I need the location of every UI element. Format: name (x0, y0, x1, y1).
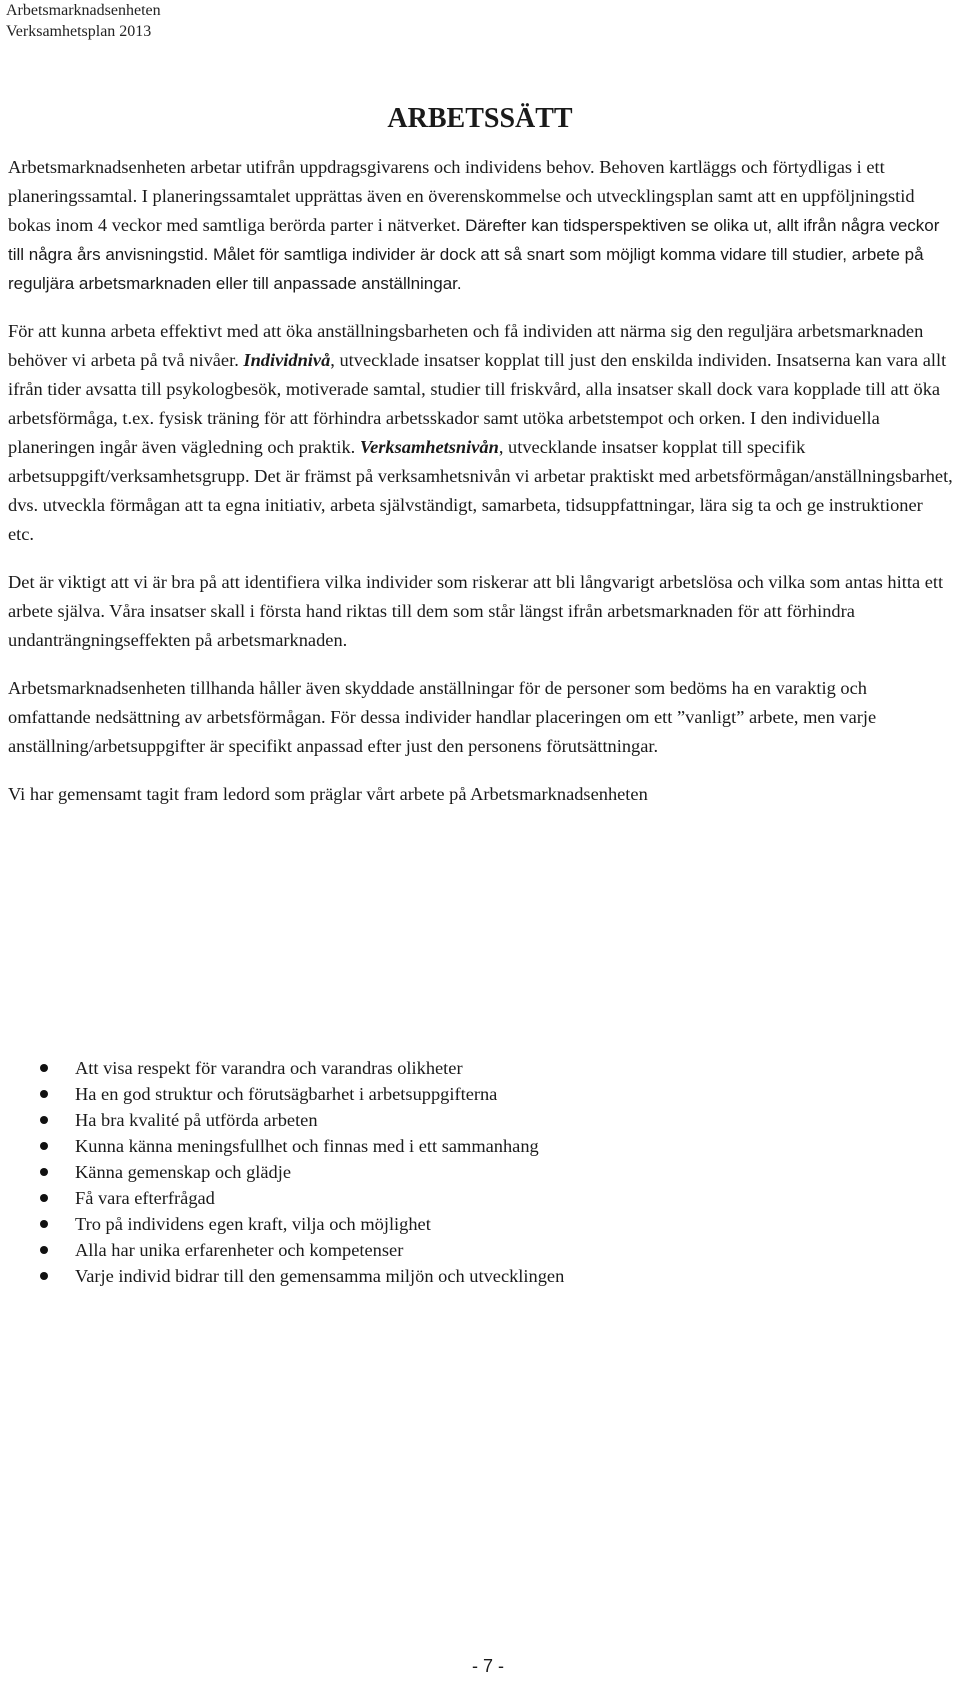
paragraph-levels-part3: , utvecklande insatser kopplat till specifik arbetsuppgift/verksamhetsgrupp. Det är främst på verksamhetsnivån vi arbetar praktiskt med arbetsförmågan/anställningsbarhet, dvs. utveckla förmågan att ta egna initiativ, arbeta självständigt, samarbeta, tidsuppfattningar, lära sig ta och ge instruktioner etc. (8, 437, 953, 544)
paragraph-intro-part2: Därefter kan tidsperspektiven se olika ut, allt ifrån några veckor till några års anvisningstid. Målet för samtliga individer är dock att så snart som möjligt komma vidare till studier, arbete på reguljära arbetsmarknaden eller till anpassade anställningar. (8, 216, 940, 293)
page-header (6, 0, 161, 42)
paragraph-sheltered: Arbetsmarknadsenheten tillhanda håller även skyddade anställningar för de personer som bedöms ha en varaktig och omfattande nedsättning av arbetsförmågan. För dessa individer handlar placeringen om ett ”vanligt” arbete, men varje anställning/arbetsuppgifter är specifikt anpassad efter just den personens förutsättningar. (8, 678, 877, 756)
list-item: Få vara efterfrågad (8, 1185, 953, 1211)
ledord-list (8, 1055, 953, 1289)
paragraph-intro (8, 153, 953, 298)
bullet-icon (40, 1116, 48, 1124)
header-unit: Arbetsmarknadsenheten (6, 2, 161, 19)
list-item: Ha en god struktur och förutsägbarhet i arbetsuppgifterna (8, 1081, 953, 1107)
bullet-icon (40, 1246, 48, 1254)
list-item: Tro på individens egen kraft, vilja och möjlighet (8, 1211, 953, 1237)
term-verksamhetsnivan: Verksamhetsnivån (359, 437, 499, 457)
bullet-icon (40, 1090, 48, 1098)
page-number: - 7 - (471, 1656, 504, 1676)
paragraph-levels-part2: , utvecklade insatser kopplat till just den enskilda individen. Insatserna kan vara allt ifrån tider avsatta till psykologbesök, motiverade samtal, studier till friskvård, alla insatser skall dock vara kopplade till att öka arbetsförmåga, t.ex. fysisk träning för att förhindra arbetsskador samt utöka arbetstempot och orken. I den individuella planeringen ingår även vägledning och praktik. (8, 350, 947, 457)
bullet-icon (40, 1142, 48, 1150)
paragraph-levels-part1: För att kunna arbeta effektivt med att öka anställningsbarheten och få individen att närma sig den reguljära arbetsmarknaden behöver vi arbeta på två nivåer. (8, 321, 924, 370)
header-document: Verksamhetsplan 2013 (6, 23, 152, 40)
bullet-icon (40, 1194, 48, 1202)
paragraph-identify: Det är viktigt att vi är bra på att identifiera vilka individer som riskerar att bli långvarigt arbetslösa och vilka som antas hitta ett arbete själva. Våra insatser skall i första hand riktas till dem som står längst ifrån arbetsmarknaden för att förhindra undanträngningseffekten på arbetsmarknaden. (8, 572, 944, 650)
list-item: Att visa respekt för varandra och varandras olikheter (8, 1055, 953, 1081)
page-title-text: ARBETSSÄTT (387, 103, 573, 134)
paragraph-ledord-intro: Vi har gemensamt tagit fram ledord som präglar vårt arbete på Arbetsmarknadsenheten (8, 784, 648, 804)
bullet-icon (40, 1220, 48, 1228)
bullet-icon (40, 1272, 48, 1280)
bullet-icon (40, 1168, 48, 1176)
document-body (8, 153, 953, 1286)
list-item: Kunna känna meningsfullhet och finnas med i ett sammanhang (8, 1133, 953, 1159)
term-individniva: Individnivå (243, 350, 331, 370)
list-item: Känna gemenskap och glädje (8, 1159, 953, 1185)
list-item: Alla har unika erfarenheter och kompetenser (8, 1237, 953, 1263)
bullet-icon (40, 1064, 48, 1072)
list-item: Ha bra kvalité på utförda arbeten (8, 1107, 953, 1133)
page-title (0, 102, 960, 136)
paragraph-intro-part1: Arbetsmarknadsenheten arbetar utifrån uppdragsgivarens och individens behov. Behoven kartläggs och förtydligas i ett planeringssamtal. I planeringssamtalet upprättas även en överenskommelse och utvecklingsplan samt att en uppföljningstid bokas inom 4 veckor med samtliga berörda parter i nätverket. (8, 157, 915, 235)
list-item: Varje individ bidrar till den gemensamma miljön och utvecklingen (8, 1263, 953, 1289)
paragraph-levels (8, 317, 953, 549)
